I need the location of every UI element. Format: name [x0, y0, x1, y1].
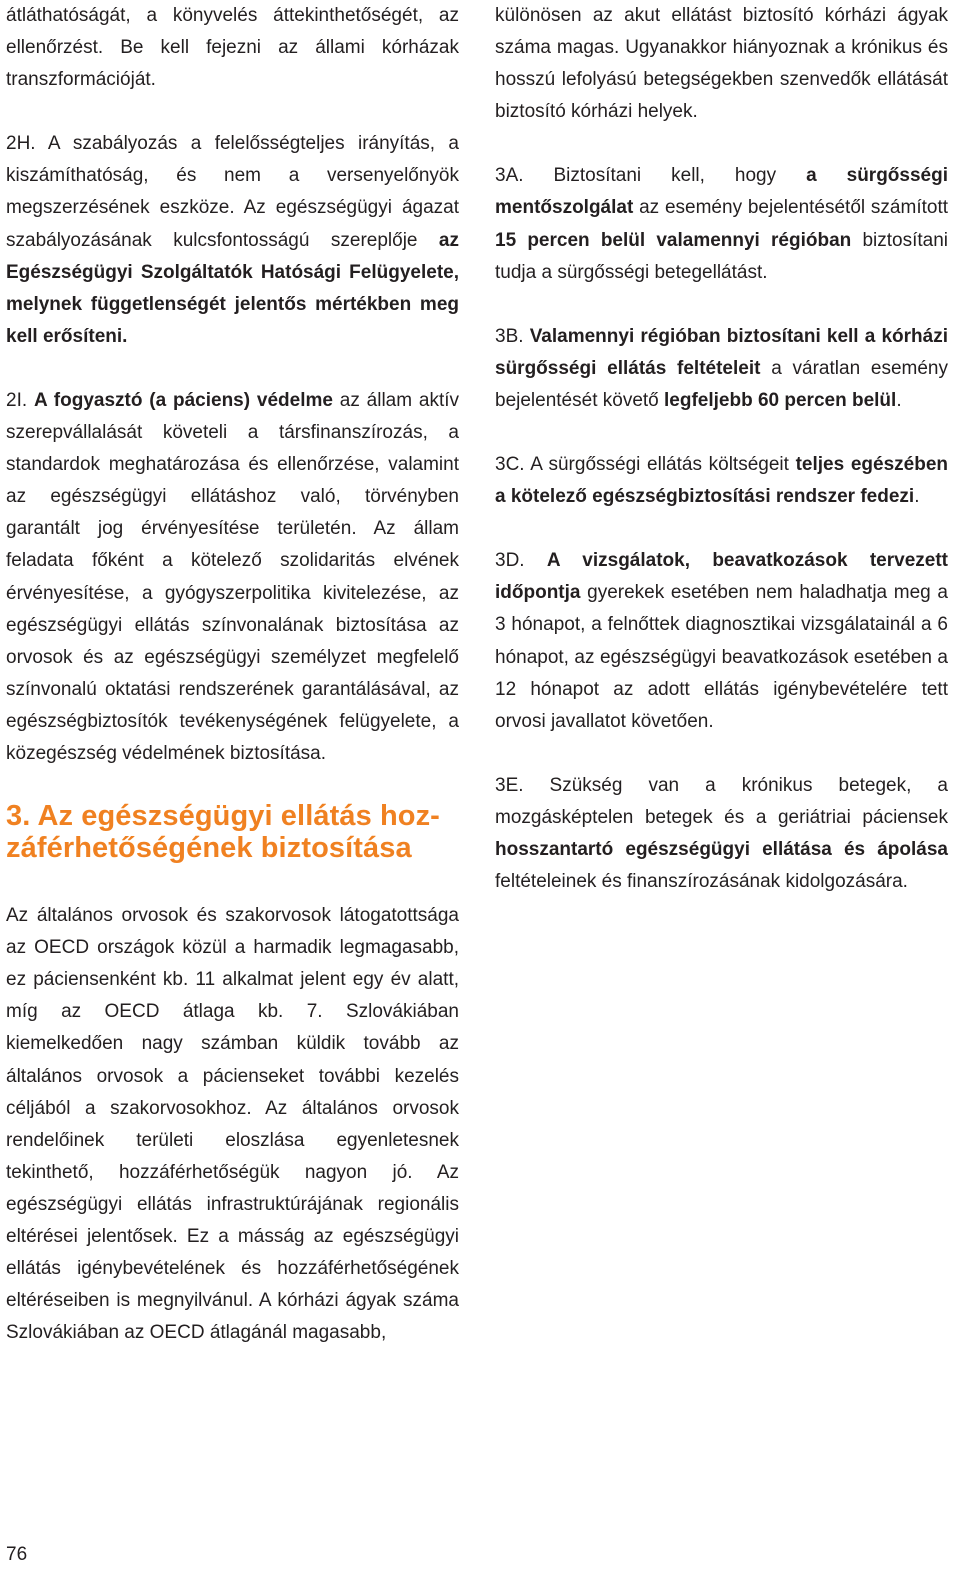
paragraph-3e-text-2: feltételeinek és finanszírozásának kidolgozására.: [495, 871, 908, 893]
paragraph-2i: [6, 385, 459, 770]
paragraph-3d-label: 3D.: [495, 550, 547, 572]
paragraph-2i-text: az állam aktív szerepvállalását követeli a társfinanszírozás, a standardok meghatározása és ellenőrzése, valamint az egészségügyi ellátáshoz való, törvényben garantált jog érvényesítése területén. Az állam feladata főként a kötelező szolidaritás elvének érvényesítése, a gyógyszerpolitika kivitelezése, az egészségügyi ellátás színvonalának biztosítása az orvosok és az egészségügyi személyzet megfelelő színvonalú oktatási rendszerének garantálásával, az egészségbiztosítók tevékenységének felügyelete, a közegészség védelmének biztosítása.: [6, 389, 460, 764]
section-heading: [6, 800, 459, 864]
paragraph-intro: [6, 0, 459, 96]
paragraph-2i-bold: A fogyasztó (a páciens) védelme: [33, 389, 333, 411]
paragraph-3e-text-1: 3E. Szükség van a krónikus betegek, a mozgásképtelen betegek és a geriátriai páciensek: [495, 774, 948, 828]
paragraph-3-text: Az általános orvosok és szakorvosok látogatottsága az OECD országok közül a harmadik legmagasabb, ez páciensenként kb. 11 alkalmat jelent egy év alatt, míg az OECD átlaga kb. 7. Szlovákiában kiemelkedően nagy számban küldik tovább az általános orvosok a pácienseket további kezelés céljából a szakorvosokhoz. Az általános orvosok rendelőinek területi eloszlása egyenletesnek tekinthető, hozzáférhetőségük nagyon jó. Az egészségügyi ellátás infrastruktúrájának regionális eltérései jelentősek. Ez a másság az egészségügyi ellátás igénybevételének és hozzáférhetőségének eltéréseiben is megnyilvánul. A kórházi ágyak száma Szlovákiában az OECD átlagánál magasabb,: [6, 905, 459, 1344]
paragraph-3d-bold: A vizsgálatok, beavatkozások tervezett időpontja: [495, 550, 948, 604]
paragraph-3e-bold: hosszantartó egészségügyi ellátása és ápolása: [495, 838, 948, 860]
paragraph-3d-text: gyerekek esetében nem haladhatja meg a 3 hónapot, a felnőttek diagnosztikai vizsgálatainál a 6 hónapot, az egészségügyi beavatkozások esetében a 12 hónapot az adott ellátás igénybevételére tett orvosi javallatot követően.: [495, 582, 948, 732]
section-heading-line1: 3. Az egészségügyi ellátás hoz-: [6, 800, 440, 833]
paragraph-3a-bold-1: a sürgősségi mentőszolgálat: [495, 165, 948, 219]
paragraph-3a-text-2: az esemény bejelentésétől számított: [633, 197, 948, 219]
paragraph-3b-bold-1: Valamennyi régióban biztosítani kell a kórházi sürgősségi ellátás feltételeit: [495, 325, 948, 379]
paragraph-3a-bold-2: 15 percen belül valamennyi régióban: [495, 229, 852, 251]
paragraph-continued: [495, 0, 948, 128]
paragraph-3c: [495, 449, 948, 513]
paragraph-3c-text: 3C. A sürgősségi ellátás költségeit: [495, 454, 796, 476]
paragraph-3c-bold: teljes egészében a kötelező egészségbiztosítási rendszer fedezi: [495, 454, 948, 508]
paragraph-3c-end: .: [914, 486, 920, 508]
left-column: [6, 0, 459, 1349]
paragraph-2i-label: 2I.: [6, 389, 34, 411]
paragraph-2h-text: 2H. A szabályozás a felelősségteljes irányítás, a kiszámíthatóság, és nem a versenyelőnyök megszerzésének eszköze. Az egészségügyi ágazat szabályozásának kulcsfontosságú szereplője: [6, 133, 459, 251]
paragraph-3b: [495, 321, 948, 417]
paragraph-intro-text: átláthatóságát, a könyvelés áttekinthetőségét, az ellenőrzést. Be kell fejezni az állami kórházak transzformációját.: [6, 5, 459, 91]
right-column: [495, 0, 948, 898]
section-heading-line2: záférhetőségének biztosítása: [6, 832, 412, 865]
paragraph-3a: [495, 160, 948, 288]
paragraph-3e: [495, 770, 948, 898]
paragraph-3b-end: .: [896, 389, 902, 411]
paragraph-3a-text-3: biztosítani tudja a sürgősségi betegellátást.: [495, 229, 949, 283]
paragraph-3b-bold-2: legfeljebb 60 percen belül: [664, 389, 897, 411]
paragraph-2h: [6, 128, 459, 353]
paragraph-continued-text: különösen az akut ellátást biztosító kórházi ágyak száma magas. Ugyanakkor hiányoznak a krónikus és hosszú lefolyású betegségekben szenvedők ellátását biztosító kórházi helyek.: [495, 5, 948, 123]
paragraph-3d: [495, 545, 948, 738]
paragraph-3: [6, 900, 459, 1349]
paragraph-2h-bold: az Egészségügyi Szolgáltatók Hatósági Felügyelete, melynek függetlenségét jelentős mértékben meg kell erősíteni.: [6, 229, 459, 347]
paragraph-3b-label: 3B.: [495, 325, 530, 347]
paragraph-3b-text: a váratlan esemény bejelentését követő: [495, 357, 948, 411]
paragraph-3a-text-1: 3A. Biztosítani kell, hogy: [495, 165, 807, 187]
page-number: 76: [6, 1544, 28, 1565]
